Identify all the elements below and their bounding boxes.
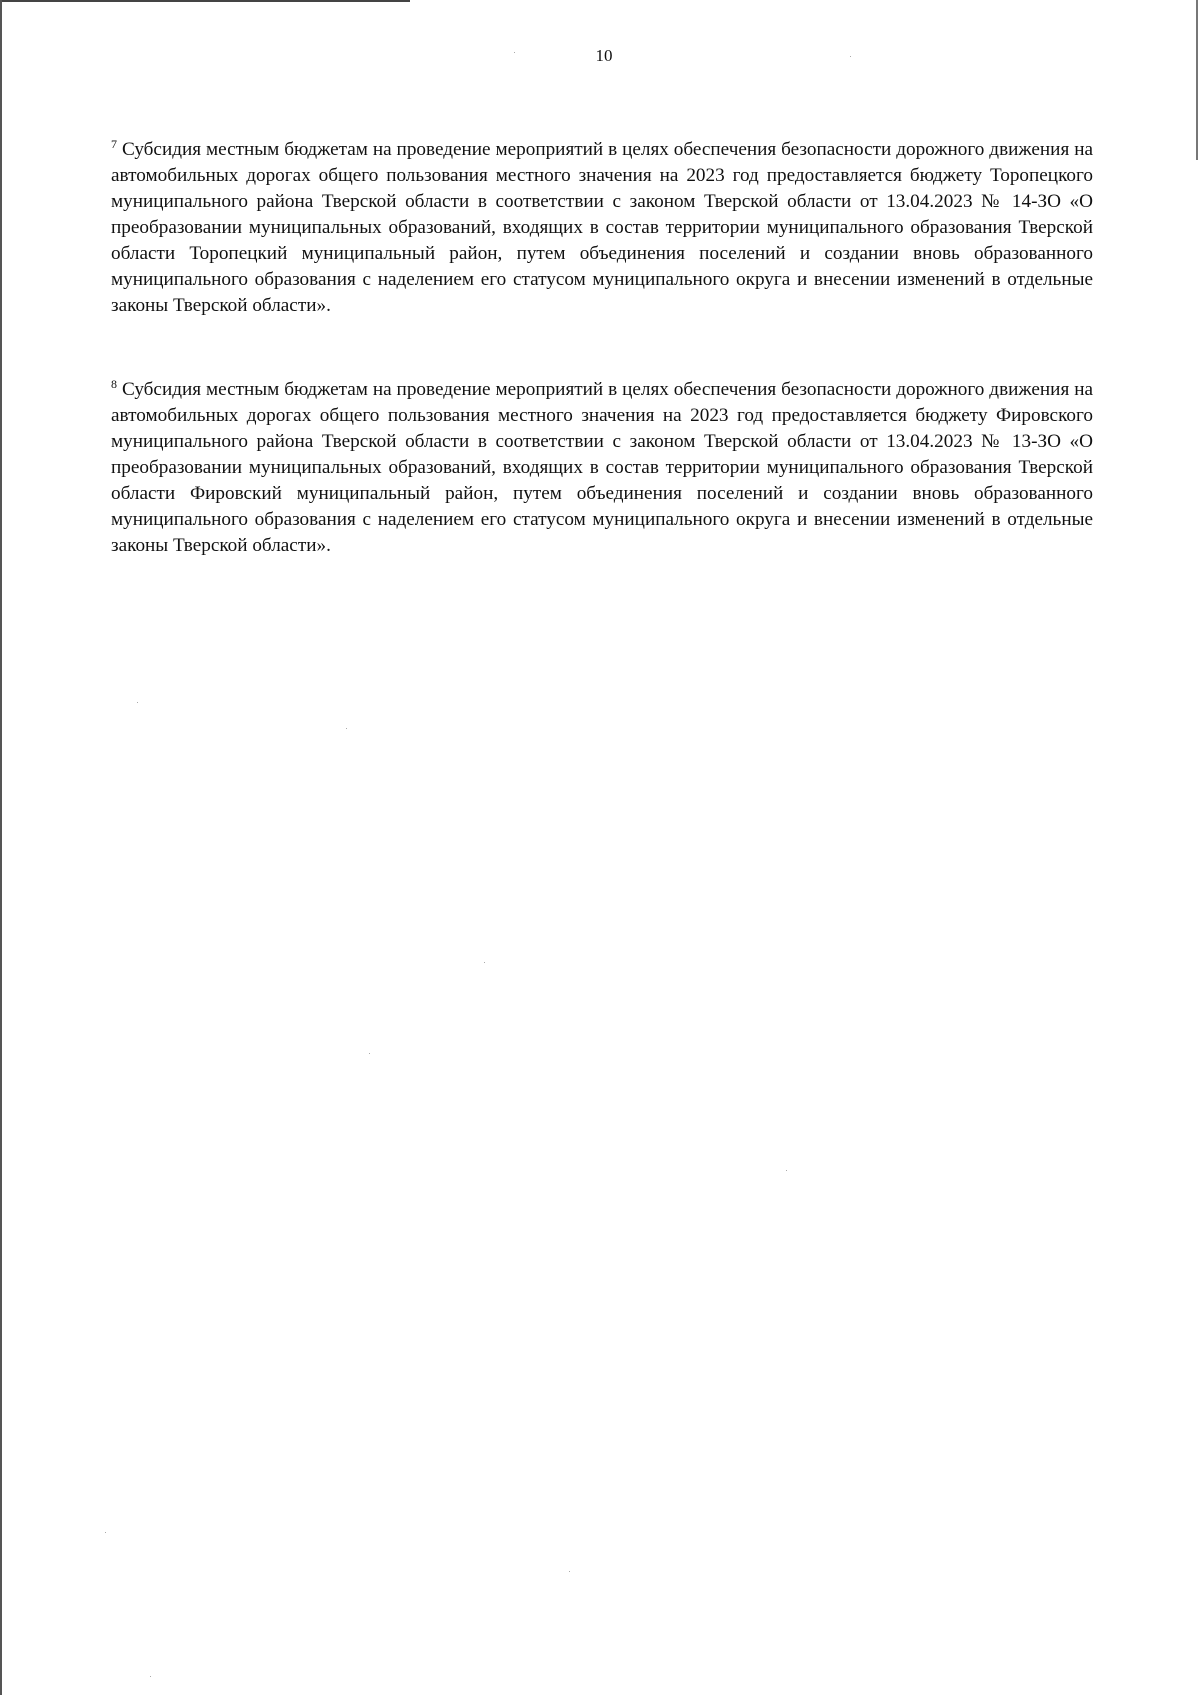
scan-speck bbox=[786, 1170, 787, 1171]
footnote-text: Субсидия местным бюджетам на проведение мероприятий в целях обеспечения безопасности дорожного движения на автомобильных дорогах общего пользования местного значения на 2023 год предоставляется бюджету Торопецкого муниципального района Тверской области в соответствии с законом Тверской области от 13.04.2023 № 14-ЗО «О преобразовании муниципальных образований, входящих в состав территории муниципального образования Тверской области Торопецкий муниципальный район, путем объединения поселений и создании вновь образованного муниципального образования с наделением его статусом муниципального округа и внесении изменений в отдельные законы Тверской области». bbox=[111, 139, 1093, 316]
scan-edge-top bbox=[0, 0, 410, 2]
scan-speck bbox=[137, 702, 138, 703]
page-number: 10 bbox=[595, 46, 613, 65]
footnote-8 bbox=[111, 377, 1093, 559]
scan-speck bbox=[369, 1053, 370, 1054]
scan-speck bbox=[150, 1676, 151, 1677]
footnote-marker: 7 bbox=[111, 137, 117, 151]
scan-speck bbox=[346, 728, 347, 729]
scan-speck bbox=[484, 962, 485, 963]
scan-edge-left bbox=[0, 0, 2, 1695]
footnote-7 bbox=[111, 137, 1093, 319]
footnote-text: Субсидия местным бюджетам на проведение мероприятий в целях обеспечения безопасности дорожного движения на автомобильных дорогах общего пользования местного значения на 2023 год предоставляется бюджету Фировского муниципального района Тверской области в соответствии с законом Тверской области от 13.04.2023 № 13-ЗО «О преобразовании муниципальных образований, входящих в состав территории муниципального образования Тверской области Фировский муниципальный район, путем объединения поселений и создании вновь образованного муниципального образования с наделением его статусом муниципального округа и внесении изменений в отдельные законы Тверской области». bbox=[111, 379, 1093, 556]
scan-speck bbox=[569, 1571, 570, 1572]
scan-speck bbox=[105, 1532, 106, 1533]
scan-speck bbox=[850, 56, 851, 57]
scan-edge-right bbox=[1196, 0, 1198, 160]
scan-speck bbox=[514, 52, 515, 53]
footnote-marker: 8 bbox=[111, 377, 117, 391]
